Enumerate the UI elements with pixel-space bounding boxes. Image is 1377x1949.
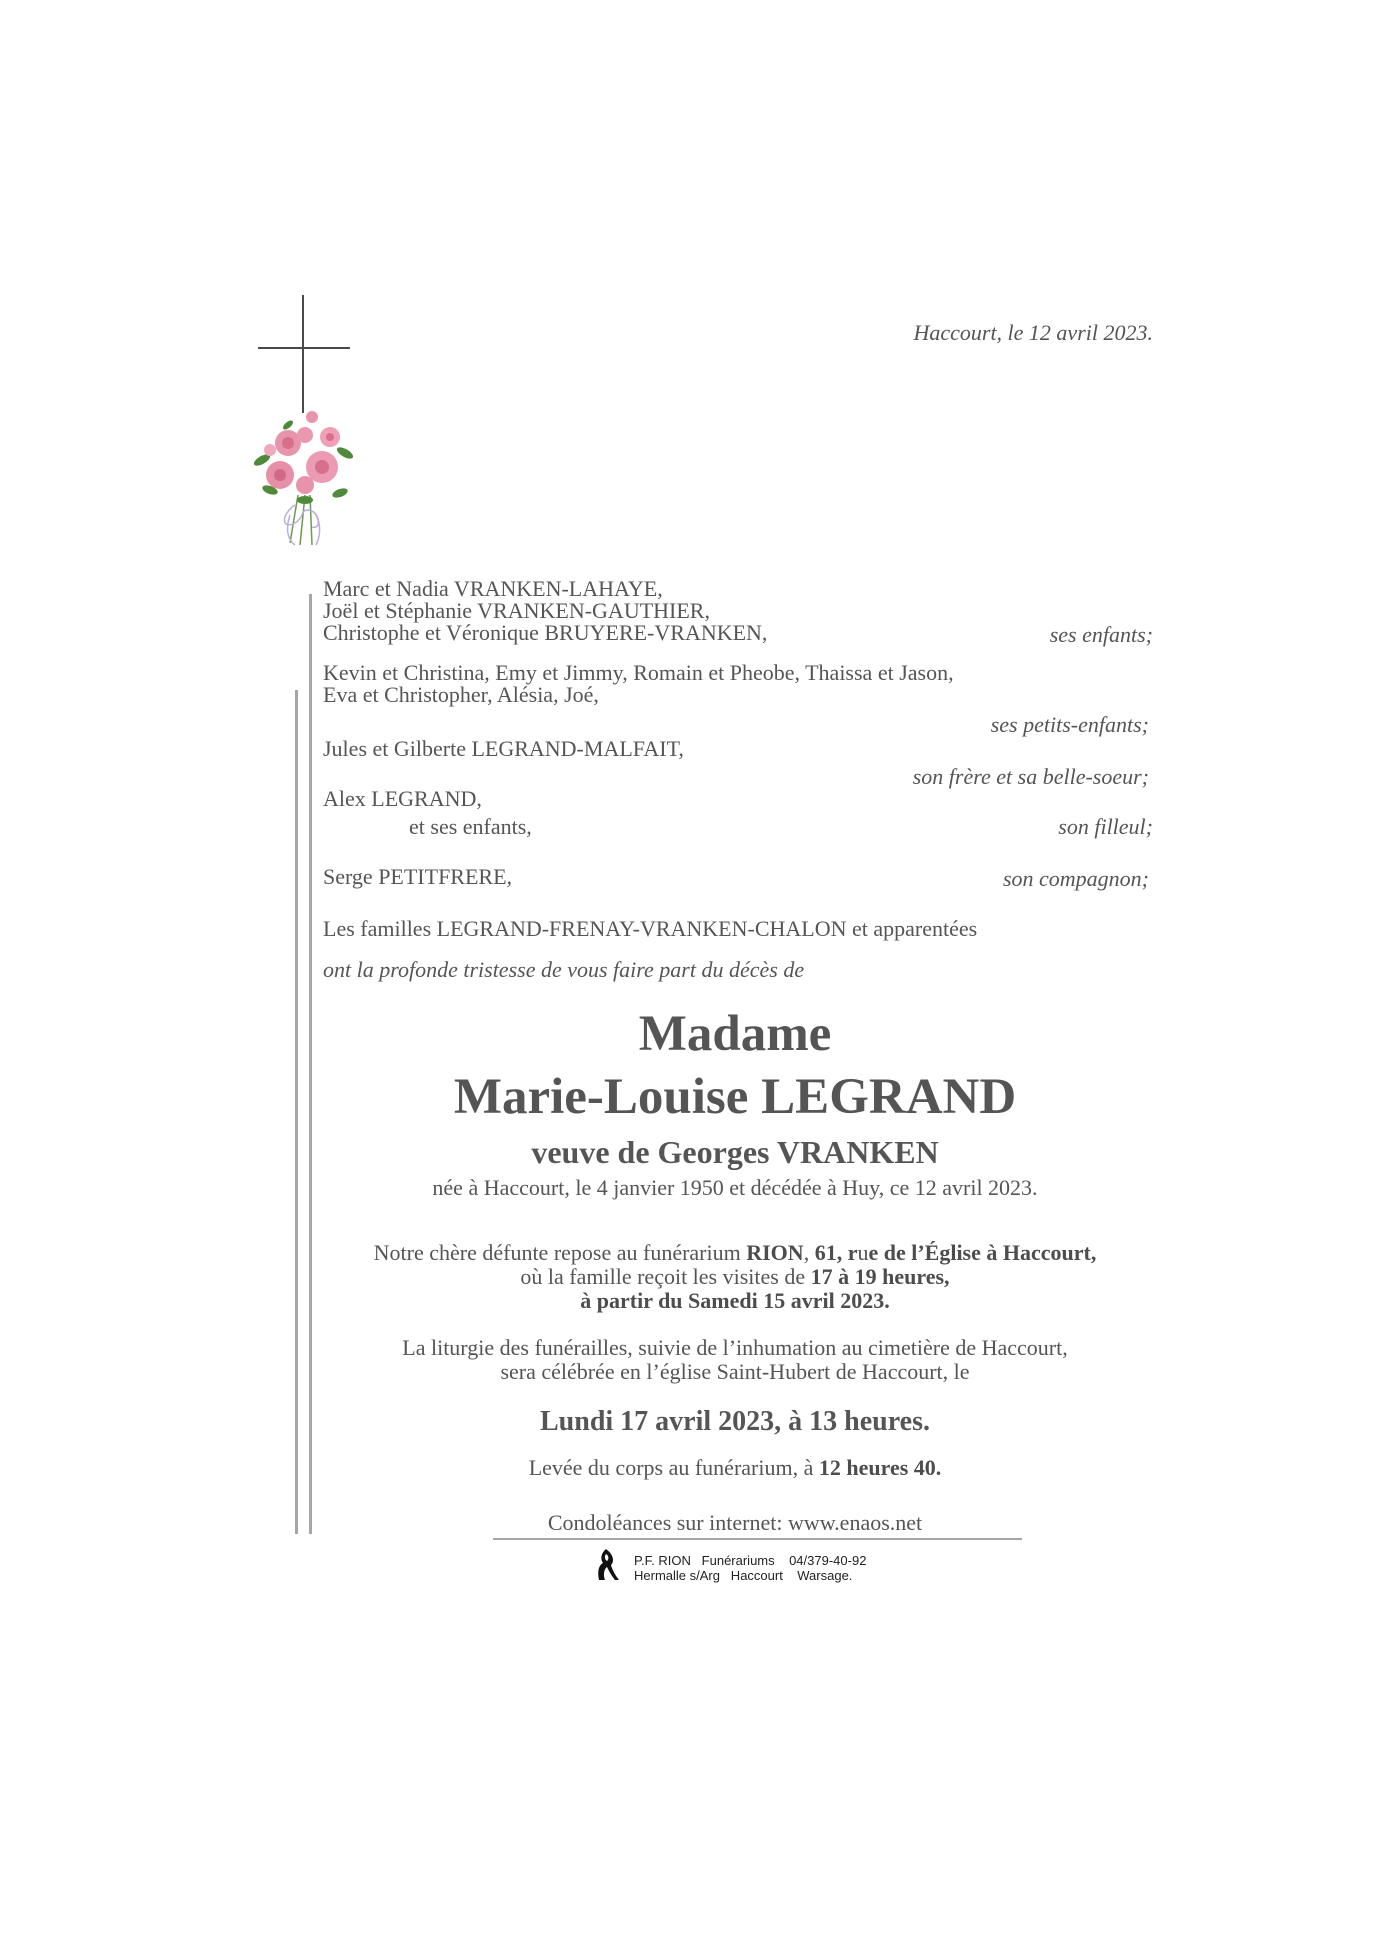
address-part-3: e de l’Église à Haccourt,: [868, 1240, 1097, 1265]
brother-line: Jules et Gilberte LEGRAND-MALFAIT,: [323, 736, 684, 761]
visitation-line-3: [290, 1288, 1180, 1314]
child-line-2: Joël et Stéphanie VRANKEN-GAUTHIER,: [323, 598, 710, 623]
announcement-line: ont la profonde tristesse de vous faire part du décès de: [323, 957, 805, 982]
visitation-text-sep: ,: [803, 1240, 815, 1265]
child-line-3: Christophe et Véronique BRUYERE-VRANKEN,: [323, 620, 768, 645]
deceased-title: Madame: [638, 1006, 832, 1062]
condolences-rule: [493, 1538, 1022, 1540]
funeral-home-logo-icon: [597, 1549, 619, 1581]
brother-relation: son frère et sa belle-soeur;: [912, 764, 1149, 789]
funeral-home-line-2: Hermalle s/Arg Haccourt Warsage.: [634, 1568, 853, 1583]
liturgy-line-1: La liturgie des funérailles, suivie de l’inhumation au cimetière de Haccourt,: [402, 1335, 1068, 1360]
removal-time: 12 heures 40.: [818, 1455, 942, 1480]
date-line: Haccourt, le 12 avril 2023.: [913, 320, 1153, 345]
funeral-home-line-1: P.F. RION Funérariums 04/379-40-92: [634, 1553, 867, 1568]
birth-death: née à Haccourt, le 4 janvier 1950 et décédée à Huy, ce 12 avril 2023.: [432, 1175, 1038, 1200]
visiting-hours: 17 à 19 heures,: [810, 1264, 950, 1289]
removal-text: Levée du corps au funérarium, à: [528, 1455, 819, 1480]
visitation-text-1: Notre chère défunte repose au funérarium: [373, 1240, 747, 1265]
companion-line: Serge PETITFRERE,: [323, 864, 513, 889]
grandchildren-relation: ses petits-enfants;: [990, 712, 1149, 737]
liturgy-line-2: sera célébrée en l’église Saint-Hubert de Haccourt, le: [500, 1359, 970, 1384]
visitation-line-2: [290, 1264, 1180, 1290]
families-line: Les familles LEGRAND-FRENAY-VRANKEN-CHALON et apparentées: [323, 916, 978, 941]
address-part-1: 61, r: [814, 1240, 858, 1265]
funeral-date: Lundi 17 avril 2023, à 13 heures.: [540, 1406, 930, 1437]
godson-line: Alex LEGRAND,: [323, 786, 482, 811]
deceased-name: Marie-Louise LEGRAND: [453, 1069, 1017, 1125]
visitation-text-2: où la famille reçoit les visites de: [520, 1264, 811, 1289]
visiting-start: à partir du Samedi 15 avril 2023.: [580, 1288, 890, 1313]
funeral-home-name: RION: [746, 1240, 804, 1265]
godson-children-line: et ses enfants,: [409, 814, 532, 839]
godson-relation: son filleul;: [1058, 814, 1153, 839]
widow-of: veuve de Georges VRANKEN: [531, 1134, 939, 1170]
companion-relation: son compagnon;: [1002, 866, 1149, 891]
children-relation: ses enfants;: [1049, 622, 1153, 647]
grandchildren-line-2: Eva et Christopher, Alésia, Joé,: [323, 682, 599, 707]
grandchildren-line-1: Kevin et Christina, Emy et Jimmy, Romain et Pheobe, Thaissa et Jason,: [323, 660, 954, 685]
vertical-rule-inner: [309, 594, 312, 1534]
condolences-line: Condoléances sur internet: www.enaos.net: [547, 1510, 923, 1535]
removal-line: [290, 1455, 1180, 1481]
visitation-line-1: [290, 1240, 1180, 1266]
address-part-2: u: [857, 1240, 869, 1265]
rose-bouquet-icon: [250, 405, 360, 555]
child-line-1: Marc et Nadia VRANKEN-LAHAYE,: [323, 576, 663, 601]
